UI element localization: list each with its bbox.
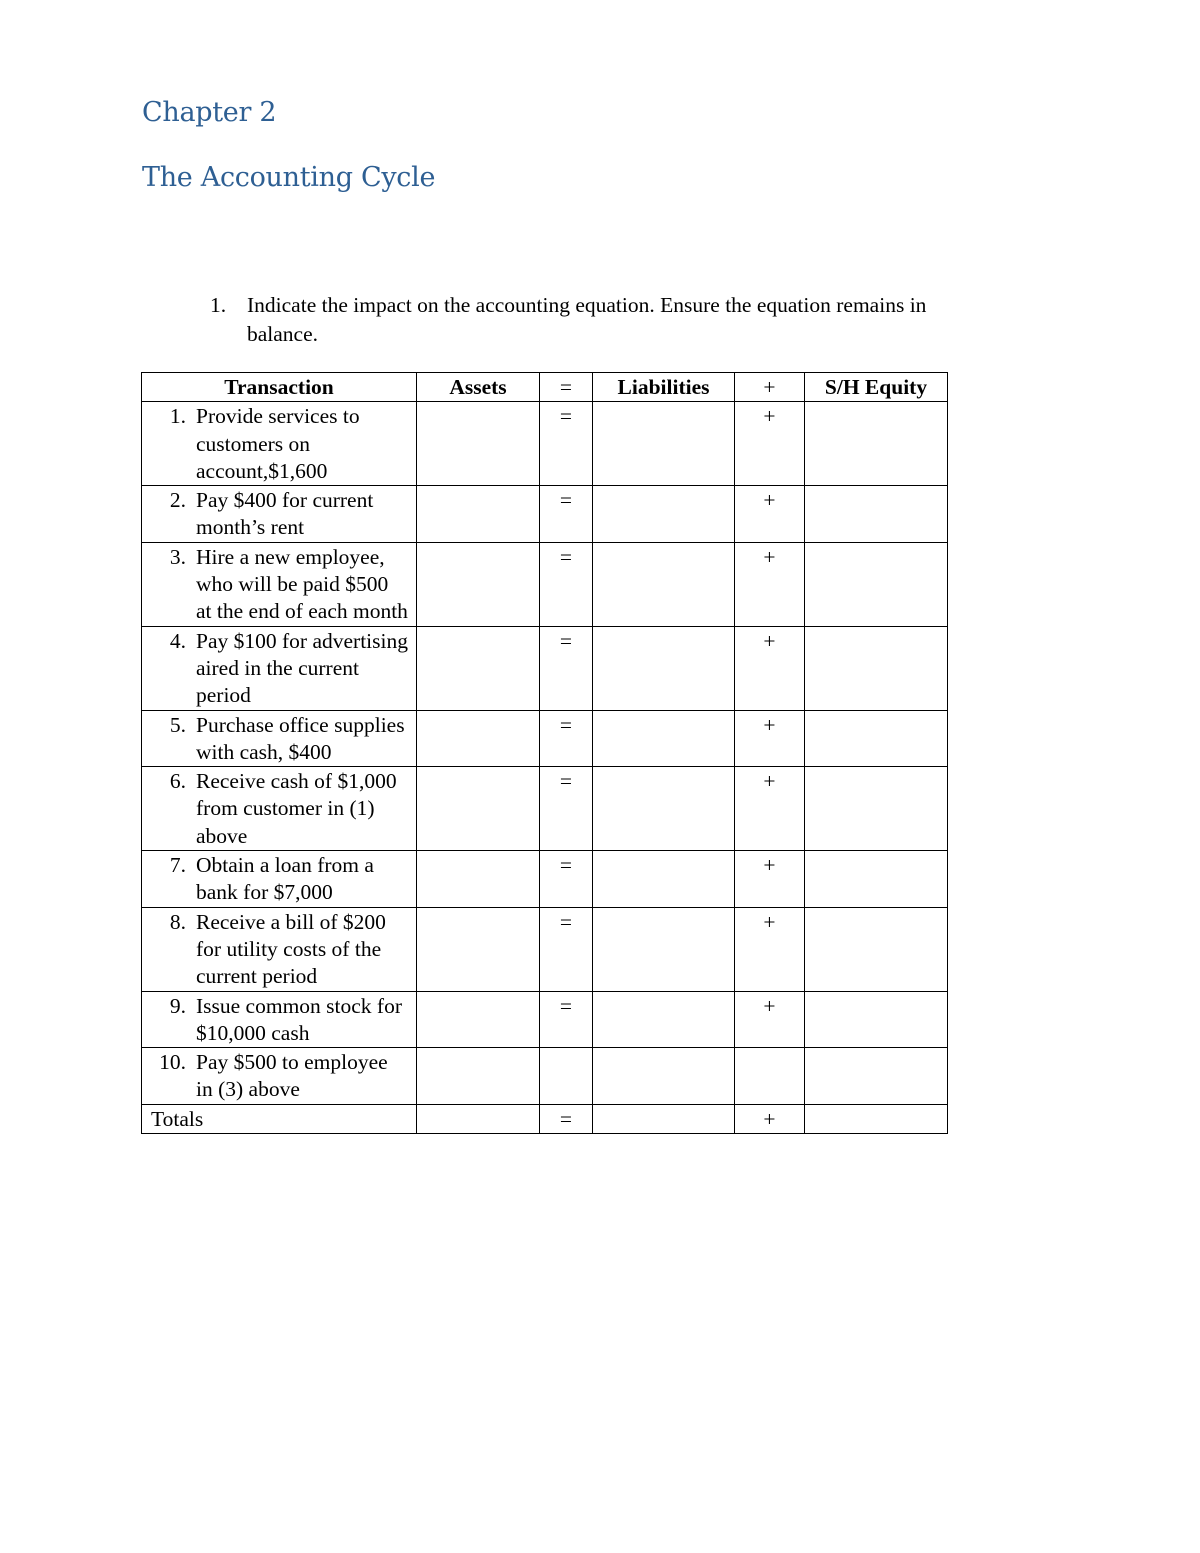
transaction-cell	[142, 1048, 417, 1105]
plus-cell: +	[735, 626, 805, 710]
assets-cell[interactable]	[417, 991, 540, 1048]
table-header-row	[142, 373, 948, 402]
liabilities-total-cell[interactable]	[593, 1104, 735, 1133]
row-text: Receive cash of $1,000 from customer in (1) above	[196, 769, 397, 848]
row-number: 5.	[169, 712, 186, 737]
plus-cell: +	[735, 907, 805, 991]
accounting-equation-table	[141, 372, 948, 1134]
row-text: Pay $400 for current month’s rent	[196, 488, 374, 540]
table-row	[142, 542, 948, 626]
row-number: 9.	[169, 993, 186, 1018]
row-number: 2.	[169, 488, 186, 513]
row-number: 1.	[169, 404, 186, 429]
row-text: Obtain a loan from a bank for $7,000	[196, 853, 374, 905]
plus-cell: +	[735, 991, 805, 1048]
equals-cell: =	[540, 851, 593, 908]
table-row	[142, 1048, 948, 1105]
row-text: Pay $100 for advertising aired in the current period	[196, 628, 408, 708]
assets-cell[interactable]	[417, 626, 540, 710]
equity-cell[interactable]	[805, 402, 948, 486]
instruction-number: 1.	[210, 293, 227, 317]
assets-cell[interactable]	[417, 486, 540, 543]
totals-label: Totals	[142, 1104, 417, 1133]
equity-cell[interactable]	[805, 991, 948, 1048]
row-text: Provide services to customers on account,$1,600	[196, 404, 360, 483]
liabilities-cell[interactable]	[593, 991, 735, 1048]
plus-cell	[735, 1048, 805, 1105]
liabilities-cell[interactable]	[593, 542, 735, 626]
table-row	[142, 907, 948, 991]
transaction-cell	[142, 710, 417, 767]
transaction-cell	[142, 626, 417, 710]
equity-cell[interactable]	[805, 486, 948, 543]
plus-cell: +	[735, 710, 805, 767]
table-row	[142, 767, 948, 851]
transaction-cell	[142, 851, 417, 908]
transaction-cell	[142, 486, 417, 543]
liabilities-cell[interactable]	[593, 1048, 735, 1105]
liabilities-cell[interactable]	[593, 486, 735, 543]
equity-cell[interactable]	[805, 851, 948, 908]
equity-cell[interactable]	[805, 626, 948, 710]
assets-cell[interactable]	[417, 402, 540, 486]
transaction-cell	[142, 907, 417, 991]
liabilities-cell[interactable]	[593, 907, 735, 991]
equity-cell[interactable]	[805, 767, 948, 851]
assets-cell[interactable]	[417, 907, 540, 991]
liabilities-cell[interactable]	[593, 402, 735, 486]
plus-cell: +	[735, 851, 805, 908]
header-plus: +	[735, 373, 805, 402]
transaction-cell	[142, 991, 417, 1048]
chapter-title: The Accounting Cycle	[142, 162, 436, 193]
row-text: Receive a bill of $200 for utility costs of the current period	[196, 909, 386, 989]
instruction-item	[210, 291, 1000, 349]
equals-cell: =	[540, 907, 593, 991]
header-transaction: Transaction	[142, 373, 417, 402]
chapter-heading: Chapter 2	[142, 97, 277, 128]
row-text: Issue common stock for $10,000 cash	[196, 993, 403, 1045]
row-number: 6.	[169, 769, 186, 794]
liabilities-cell[interactable]	[593, 851, 735, 908]
row-text: Pay $500 to employee in (3) above	[196, 1050, 388, 1102]
assets-cell[interactable]	[417, 851, 540, 908]
equals-cell: =	[540, 486, 593, 543]
transaction-cell	[142, 402, 417, 486]
assets-cell[interactable]	[417, 767, 540, 851]
transaction-cell	[142, 542, 417, 626]
row-number: 3.	[169, 544, 186, 569]
equals-cell: =	[540, 767, 593, 851]
equals-cell: =	[540, 991, 593, 1048]
equals-cell: =	[540, 710, 593, 767]
equity-cell[interactable]	[805, 542, 948, 626]
plus-cell: +	[735, 402, 805, 486]
plus-cell: +	[735, 486, 805, 543]
header-equity: S/H Equity	[805, 373, 948, 402]
row-number: 4.	[169, 628, 186, 653]
row-text: Hire a new employee, who will be paid $500 at the end of each month	[196, 544, 408, 624]
row-number: 10.	[159, 1050, 186, 1075]
header-liabilities: Liabilities	[593, 373, 735, 402]
equity-cell[interactable]	[805, 907, 948, 991]
assets-cell[interactable]	[417, 710, 540, 767]
plus-cell: +	[735, 767, 805, 851]
table-row	[142, 710, 948, 767]
row-text: Purchase office supplies with cash, $400	[196, 712, 405, 764]
assets-cell[interactable]	[417, 1048, 540, 1105]
row-number: 7.	[169, 853, 186, 878]
table-row	[142, 402, 948, 486]
equals-cell: =	[540, 1104, 593, 1133]
assets-cell[interactable]	[417, 542, 540, 626]
equals-cell: =	[540, 626, 593, 710]
header-equals: =	[540, 373, 593, 402]
table-row	[142, 486, 948, 543]
table-row	[142, 851, 948, 908]
plus-cell: +	[735, 542, 805, 626]
liabilities-cell[interactable]	[593, 767, 735, 851]
table-row	[142, 626, 948, 710]
liabilities-cell[interactable]	[593, 710, 735, 767]
instruction-text: Indicate the impact on the accounting equation. Ensure the equation remains in balance.	[247, 293, 927, 346]
liabilities-cell[interactable]	[593, 626, 735, 710]
plus-cell: +	[735, 1104, 805, 1133]
equals-cell: =	[540, 402, 593, 486]
row-number: 8.	[169, 909, 186, 934]
equity-cell[interactable]	[805, 1048, 948, 1105]
equals-cell: =	[540, 542, 593, 626]
equity-total-cell[interactable]	[805, 1104, 948, 1133]
table-row	[142, 991, 948, 1048]
totals-row	[142, 1104, 948, 1133]
transaction-cell	[142, 767, 417, 851]
equals-cell	[540, 1048, 593, 1105]
equity-cell[interactable]	[805, 710, 948, 767]
assets-total-cell[interactable]	[417, 1104, 540, 1133]
header-assets: Assets	[417, 373, 540, 402]
